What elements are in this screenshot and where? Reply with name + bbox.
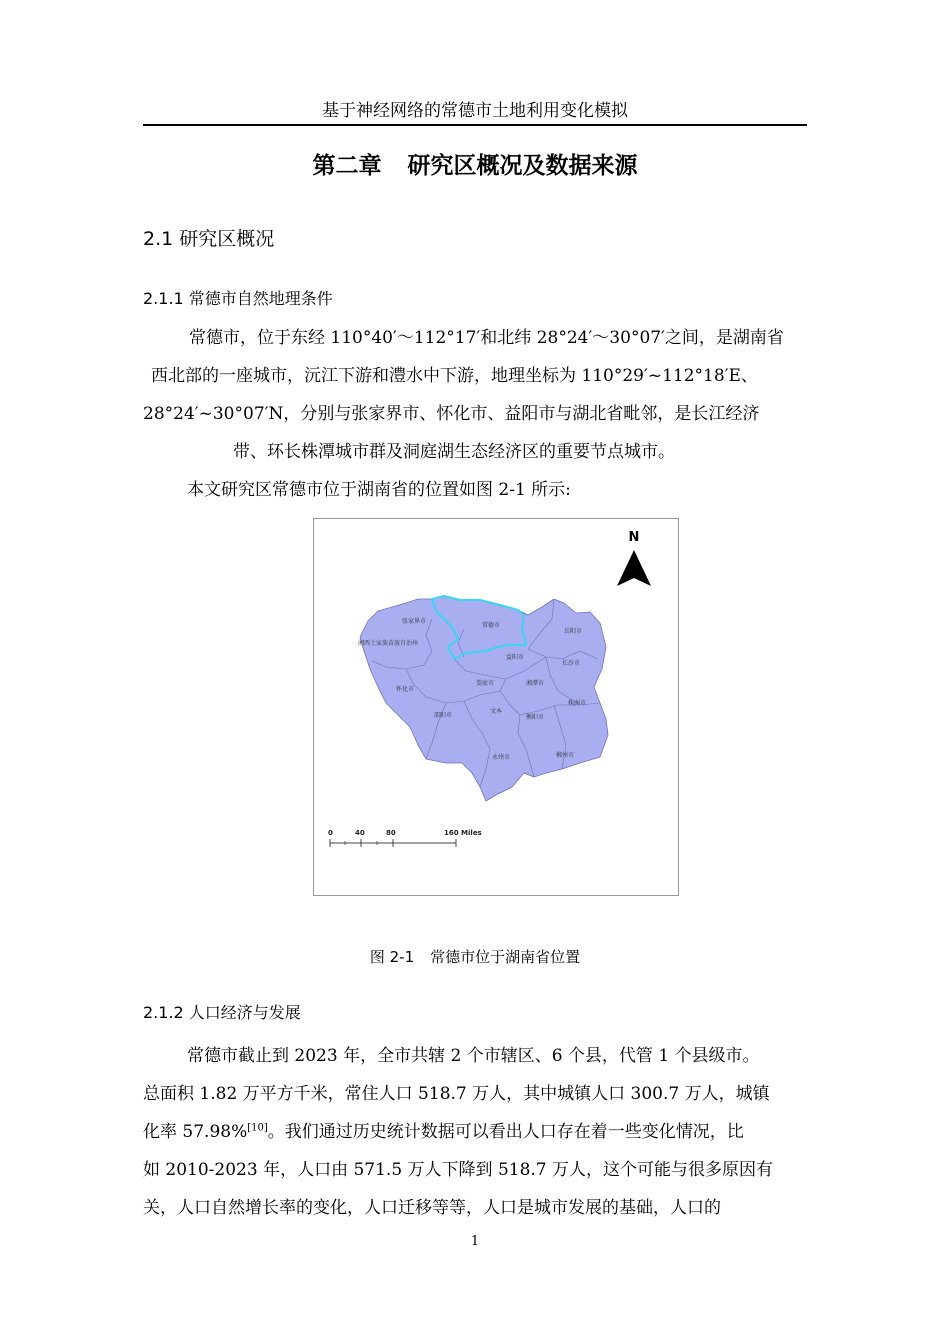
city-label: 岳阳市 (564, 628, 583, 635)
hunan-location-map (314, 519, 678, 895)
scale-bar (328, 829, 482, 847)
chapter-title (0, 147, 950, 180)
para3-line3-pre: 化率 57.98% (143, 1122, 248, 1142)
city-label: 张家界市 (402, 618, 427, 625)
city-label: 怀化市 (396, 686, 415, 693)
page-number: 1 (470, 1234, 480, 1249)
chapter-number: 第二章 (312, 153, 382, 179)
figure-caption-text: 常德市位于湖南省位置 (430, 948, 581, 966)
para3-line3-post: 。我们通过历史统计数据可以看出人口存在着一些变化情况，比 (267, 1122, 744, 1142)
para2-text: 本文研究区常德市位于湖南省的位置如图 2-1 所示: (187, 480, 571, 500)
city-label: 文本 (490, 708, 503, 715)
city-label: 衡阳市 (526, 714, 545, 721)
para1-line3: 28°24′~30°07′N，分别与张家界市、怀化市、益阳市与湖北省毗邻，是长江经济 (143, 404, 760, 424)
citation-ref: [10] (247, 1122, 268, 1134)
para3-line3 (143, 1113, 807, 1151)
north-arrow-icon (617, 550, 651, 586)
city-label: 长沙市 (562, 660, 581, 667)
para3-line5: 关，人口自然增长率的变化，人口迁移等等，人口是城市发展的基础，人口的 (143, 1198, 721, 1218)
city-label: 邵阳市 (434, 712, 453, 719)
running-header: 基于神经网络的常德市土地利用变化模拟 (322, 101, 628, 121)
para1-line4: 带、环长株潭城市群及洞庭湖生态经济区的重要节点城市。 (233, 442, 675, 462)
para3-line2: 总面积 1.82 万平方千米，常住人口 518.7 万人，其中城镇人口 300.7 万人，城镇 (143, 1084, 770, 1104)
paragraph-geography (143, 319, 807, 509)
city-label: 常德市 (482, 622, 501, 629)
scale-label-160: 160 Miles (444, 829, 482, 837)
header-rule (143, 124, 807, 126)
subsection-heading-2-1-2: 2.1.2 人口经济与发展 (143, 1003, 301, 1022)
scale-label-0: 0 (328, 829, 333, 837)
north-label: N (628, 530, 640, 545)
para1-line1: 常德市，位于东经 110°40′～112°17′和北纬 28°24′～30°07′之间，是湖南省 (189, 328, 784, 348)
scale-label-80: 80 (386, 829, 396, 837)
scale-label-40: 40 (355, 829, 365, 837)
city-label: 湘潭市 (526, 680, 545, 687)
section-heading-2-1: 2.1 研究区概况 (143, 228, 275, 250)
figure-caption-number: 图 2-1 (369, 948, 415, 966)
city-label: 益阳市 (506, 654, 525, 661)
city-label: 郴州市 (556, 752, 575, 759)
city-label: 株洲市 (568, 700, 587, 707)
subsection-heading-2-1-1: 2.1.1 常德市自然地理条件 (143, 289, 333, 308)
city-label: 永州市 (492, 754, 511, 761)
chapter-heading: 研究区概况及数据来源 (407, 153, 638, 179)
city-label: 湘西土家族苗族自治州 (358, 640, 419, 647)
city-label: 娄底市 (476, 680, 495, 687)
para3-line4: 如 2010-2023 年，人口由 571.5 万人下降到 518.7 万人，这个可能与很多原因有 (143, 1160, 774, 1180)
paragraph-population (143, 1037, 807, 1227)
para3-line1: 常德市截止到 2023 年，全市共辖 2 个市辖区、6 个县，代管 1 个县级市。 (187, 1046, 760, 1066)
figure-map-frame (313, 518, 679, 896)
para1-line2: 西北部的一座城市，沅江下游和澧水中下游，地理坐标为 110°29′~112°18′E、 (151, 366, 758, 386)
figure-caption (0, 946, 950, 967)
